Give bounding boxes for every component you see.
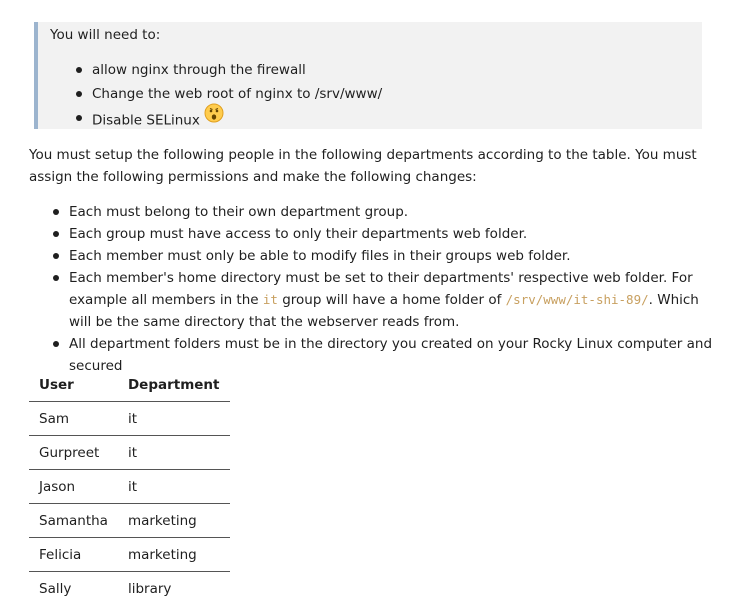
cell-department: marketing — [118, 504, 230, 538]
header-department: Department — [118, 368, 230, 402]
intro-paragraph: You must setup the following people in the following departments according to the table. You must assign the following permissions and make the following changes: — [29, 147, 697, 185]
list-item: All department folders must be in the directory you created on your Rocky Linux computer and secured — [29, 333, 719, 377]
cell-user: Jason — [29, 470, 118, 504]
table-row — [29, 436, 230, 470]
inline-code-group: it — [262, 292, 278, 307]
cell-department: it — [118, 436, 230, 470]
cell-department: it — [118, 470, 230, 504]
list-item: Change the web root of nginx to /srv/www/ — [38, 83, 382, 107]
list-item: Each must belong to their own department group. — [29, 201, 719, 223]
cell-user: Samantha — [29, 504, 118, 538]
cell-user: Gurpreet — [29, 436, 118, 470]
cell-department: marketing — [118, 538, 230, 572]
user-department-table — [29, 368, 230, 601]
note-title: You will need to: — [50, 27, 161, 43]
cell-user: Felicia — [29, 538, 118, 572]
table-row — [29, 572, 230, 601]
table-row — [29, 538, 230, 572]
table-header-row — [29, 368, 230, 402]
inline-code-path: /srv/www/it-shi-89/ — [505, 292, 649, 307]
list-item: allow nginx through the firewall — [38, 59, 382, 83]
list-item: Disable SELinux — [38, 107, 382, 131]
cell-user: Sam — [29, 402, 118, 436]
table-row — [29, 470, 230, 504]
requirements-note — [34, 22, 702, 129]
list-item: Each member must only be able to modify files in their groups web folder. — [29, 245, 719, 267]
note-list — [38, 59, 382, 131]
cell-department: it — [118, 402, 230, 436]
cell-user: Sally — [29, 572, 118, 601]
list-item: Each member's home directory must be set to their departments' respective web folder. For example all members in the it group will have a home folder of /srv/www/it-shi-89/. Which will be the same directory that the webserver reads from. — [29, 267, 719, 333]
list-item: Each group must have access to only their departments web folder. — [29, 223, 719, 245]
header-user: User — [29, 368, 118, 402]
worried-face-icon — [204, 103, 224, 130]
table-row — [29, 402, 230, 436]
table-row — [29, 504, 230, 538]
rules-list — [29, 201, 719, 377]
cell-department: library — [118, 572, 230, 601]
